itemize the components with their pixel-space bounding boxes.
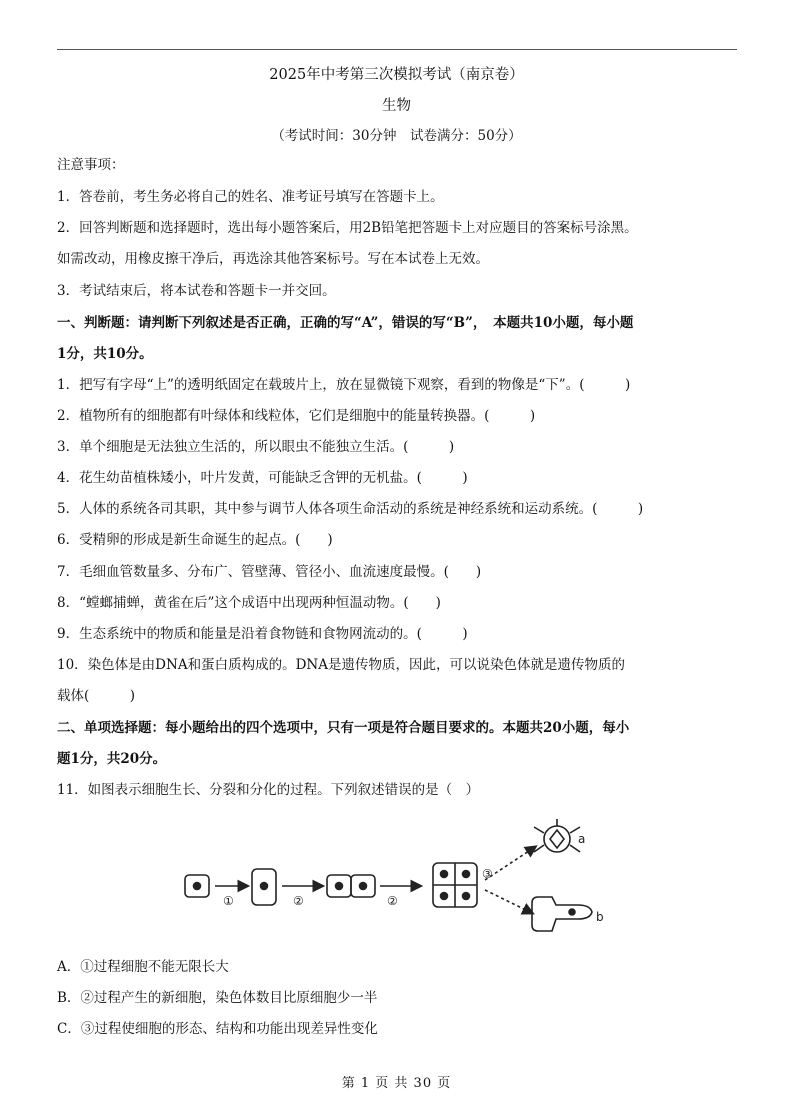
label-process-3: ③	[482, 867, 493, 881]
exam-title: 2025年中考第三次模拟考试（南京卷）	[269, 67, 524, 83]
nucleus	[336, 883, 343, 890]
notice-item: 3．考试结束后，将本试卷和答题卡一并交回。	[57, 283, 336, 299]
label-process-1: ①	[223, 894, 234, 908]
question-11-stem: 11．如图表示细胞生长、分裂和分化的过程。下列叙述错误的是（ ）	[57, 782, 480, 798]
notice-heading: 注意事项：	[57, 157, 125, 173]
nucleus	[261, 883, 268, 890]
judge-question: 3．单个细胞是无法独立生活的，所以眼虫不能独立生活。( )	[57, 439, 455, 455]
nucleus	[360, 883, 367, 890]
notice-item: 2．回答判断题和选择题时，选出每小题答案后，用2B铅笔把答题卡上对应题目的答案标号涂黑。	[57, 220, 638, 236]
subject-title: 生物	[382, 98, 411, 114]
judge-question: 1．把写有字母“上”的透明纸固定在载玻片上，放在显微镜下观察，看到的物像是“下”。( )	[57, 377, 631, 393]
nucleus	[569, 909, 575, 915]
differentiated-cell-b	[532, 897, 592, 931]
exam-meta: （考试时间：30分钟 试卷满分：50分）	[271, 128, 522, 144]
judge-question: 9．生态系统中的物质和能量是沿着食物链和食物网流动的。( )	[57, 626, 468, 642]
judge-question: 10．染色体是由DNA和蛋白质构成的。DNA是遗传物质，因此，可以说染色体就是遗传物质的	[57, 657, 625, 673]
label-cell-a: a	[578, 832, 586, 846]
section2-heading: 二、单项选择题：每小题给出的四个选项中，只有一项是符合题目要求的。本题共20小题，每小	[57, 720, 630, 736]
option-c: C．③过程使细胞的形态、结构和功能出现差异性变化	[57, 1021, 378, 1037]
section1-heading: 一、判断题：请判断下列叙述是否正确，正确的写“A”，错误的写“B”， 本题共10小题，每小题	[57, 315, 634, 331]
judge-question: 2．植物所有的细胞都有叶绿体和线粒体，它们是细胞中的能量转换器。( )	[57, 408, 536, 424]
section1-heading-cont: 1分，共10分。	[57, 346, 153, 362]
nucleus	[194, 883, 201, 890]
nucleus	[463, 893, 470, 900]
judge-question: 6．受精卵的形成是新生命诞生的起点。( )	[57, 532, 333, 548]
judge-question: 7．毛细血管数量多、分布广、管壁薄、管径小、血流速度最慢。( )	[57, 564, 482, 580]
arrow-differentiation-b	[485, 890, 532, 913]
nucleus	[463, 871, 470, 878]
option-b: B．②过程产生的新细胞，染色体数目比原细胞少一半	[57, 990, 378, 1006]
label-process-2b: ②	[387, 894, 398, 908]
nucleus	[441, 893, 448, 900]
judge-question: 5．人体的系统各司其职，其中参与调节人体各项生命活动的系统是神经系统和运动系统。( )	[57, 501, 644, 517]
judge-question: 4．花生幼苗植株矮小，叶片发黄，可能缺乏含钾的无机盐。( )	[57, 470, 468, 486]
notice-item: 如需改动，用橡皮擦干净后，再选涂其他答案标号。写在本试卷上无效。	[57, 251, 489, 267]
notice-item: 1．答卷前，考生务必将自己的姓名、准考证号填写在答题卡上。	[57, 189, 444, 205]
label-cell-b: b	[596, 910, 604, 924]
option-a: A．①过程细胞不能无限长大	[57, 959, 229, 975]
page-footer: 第 1 页 共 30 页	[341, 1076, 452, 1091]
judge-question: 8．“螳螂捕蝉，黄雀在后”这个成语中出现两种恒温动物。( )	[57, 595, 441, 611]
judge-question-cont: 载体( )	[57, 688, 136, 704]
header-rule	[57, 49, 737, 50]
label-process-2a: ②	[293, 894, 304, 908]
cell-process-diagram	[180, 815, 620, 945]
section2-heading-cont: 题1分，共20分。	[57, 751, 167, 767]
nucleus	[441, 871, 448, 878]
